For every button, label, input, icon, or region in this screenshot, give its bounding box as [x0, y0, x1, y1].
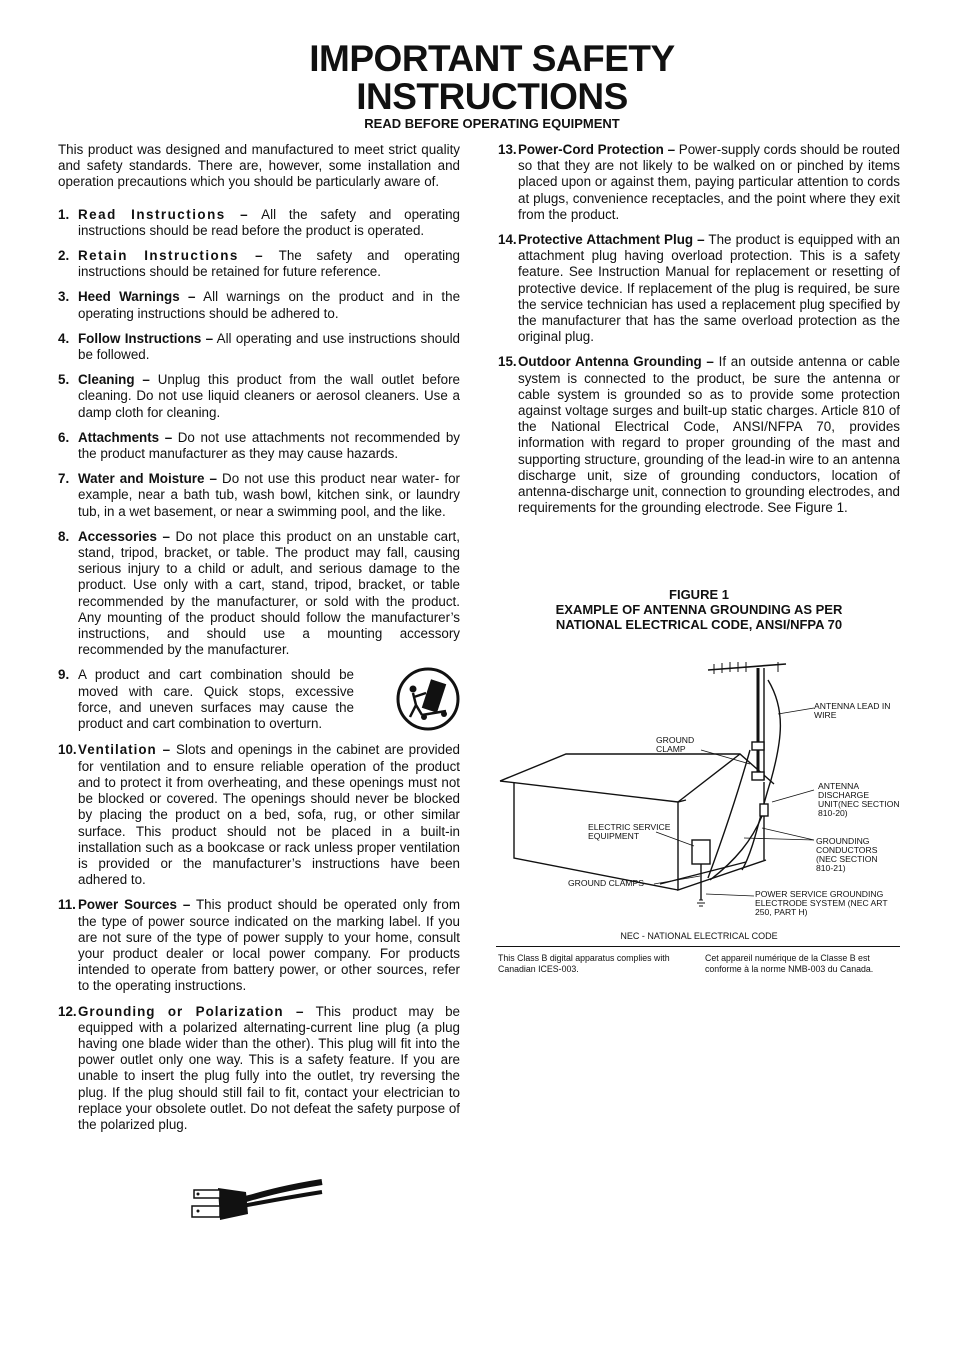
- item-text: A product and cart combination should be moved with care. Quick stops, excessive force, and uneven surfaces may cause the product and cart combination to overturn.: [78, 667, 354, 732]
- label-electric-service: ELECTRIC SERVICE EQUIPMENT: [588, 822, 671, 841]
- right-column: [498, 142, 900, 525]
- item-number: 12.: [58, 1003, 77, 1019]
- item-text: All warnings on the product and in the operating instructions should be adhered to.: [78, 289, 461, 321]
- item-text: Do not place this product on an unstable cart, stand, tripod, bracket, or table. The product may fall, causing serious injury to a child or adult, and serious damage to the product. Use only with a cart, stand, tripod, bracket, or table recommended by the manufacturer, or sold with the product. Any mounting of the product should follow the manufacturer’s instructions, and should use a mounting accessory recommended by the manufacturer.: [78, 528, 460, 658]
- item-title: Heed Warnings –: [78, 289, 196, 305]
- title-line-1: IMPORTANT SAFETY: [309, 38, 675, 79]
- label-power-service: POWER SERVICE GROUNDING ELECTRODE SYSTEM (NEC ART 250, PART H): [755, 889, 888, 917]
- item-text: Do not use attachments not recommended by the product manufacturer as they may cause hazards.: [78, 429, 460, 462]
- item-power-cord-protection: [498, 142, 900, 223]
- figure-title-line-3: NATIONAL ELECTRICAL CODE, ANSI/NFPA 70: [555, 617, 843, 632]
- item-number: 11.: [58, 897, 76, 913]
- cart-tipover-warning-icon: [396, 667, 460, 731]
- item-text: This product may be equipped with a polarized alternating-current line plug (a plug having one blade wider than the other). This plug will fit into the power outlet only one way. This is a safety feature. If you are unable to insert the plug fully into the outlet, try reversing the plug. If the plug should still fail to fit, contact your electrician to replace your obsolete outlet. Do not defeat the safety purpose of the polarized plug.: [78, 1003, 460, 1132]
- item-number: 15.: [498, 354, 517, 370]
- item-text: Do not use this product near water- for example, near a bath tub, wash bowl, kitchen sink, or laundry tub, in a wet basement, or near a swimming pool, and the like.: [78, 471, 461, 519]
- item-text: This product should be operated only from the type of power source indicated on the marking label. If you are not sure of the type of power supply to your home, consult your product dealer or local power company. For products intended to operate from battery power, or other sources, refer to the operating instructions.: [78, 897, 460, 994]
- item-text: All operating and use instructions should be followed.: [78, 330, 460, 363]
- item-title: Grounding or Polarization –: [78, 1003, 305, 1019]
- figure-title: [498, 587, 900, 632]
- item-title: Cleaning –: [78, 372, 150, 388]
- item-title: Outdoor Antenna Grounding –: [518, 354, 714, 370]
- item-title: Accessories –: [78, 528, 170, 544]
- item-protective-plug: [498, 232, 900, 345]
- item-heed-warnings: [58, 289, 460, 321]
- label-ground-clamp: GROUND CLAMP: [656, 735, 695, 754]
- item-number: 14.: [498, 232, 517, 248]
- label-grounding-conductors: GROUNDING CONDUCTORS (NEC SECTION 810-21): [816, 836, 878, 873]
- item-text: All the safety and operating instructions should be read before the product is operated.: [78, 206, 461, 238]
- item-outdoor-antenna: [498, 354, 900, 516]
- compliance-french: Cet appareil numérique de la Classe B est conforme à la norme NMB-003 du Canada.: [705, 953, 874, 974]
- item-cart: [58, 667, 460, 733]
- left-column: [58, 142, 460, 1142]
- item-grounding-polarization: [58, 1004, 460, 1134]
- item-follow-instructions: [58, 331, 460, 363]
- item-text: If an outside antenna or cable system is connected to the product, be sure the antenna or cable system is grounded so as to provide some protection against voltage surges and built-up static charges. Article 810 of the National Electrical Code, ANSI/NFPA 70, provides information with regard to proper grounding of the mast and supporting structure, grounding of the lead-in wire to an antenna discharge unit, size of grounding conductors, location of antenna-discharge unit, connection to grounding electrodes, and requirements for the grounding electrode. See Figure 1.: [518, 354, 900, 516]
- item-number: 6.: [58, 429, 70, 445]
- figure-title-line-2: EXAMPLE OF ANTENNA GROUNDING AS PER: [555, 602, 843, 617]
- item-attachments: [58, 430, 460, 462]
- item-title: Protective Attachment Plug –: [518, 232, 705, 248]
- label-antenna-lead: ANTENNA LEAD IN WIRE: [814, 701, 891, 720]
- compliance-english: This Class B digital apparatus complies with Canadian ICES-003.: [498, 953, 670, 974]
- item-ventilation: [58, 742, 460, 888]
- item-accessories: [58, 529, 460, 659]
- item-number: 8.: [58, 528, 70, 544]
- nec-note: NEC - NATIONAL ELECTRICAL CODE: [620, 931, 778, 941]
- label-ground-clamps: GROUND CLAMPS: [568, 878, 644, 888]
- item-number: 5.: [58, 372, 70, 388]
- item-text: The safety and operating instructions should be retained for future reference.: [78, 248, 460, 280]
- intro-paragraph: This product was designed and manufactured to meet strict quality and safety standards. There are, however, some installation and operation precautions which you should be particularly aware of.: [58, 142, 460, 190]
- item-retain-instructions: [58, 248, 460, 280]
- polarized-plug-illustration: [184, 1170, 324, 1234]
- item-cleaning: [58, 372, 460, 421]
- item-number: 1.: [58, 206, 70, 222]
- item-text: Unplug this product from the wall outlet before cleaning. Do not use liquid cleaners or aerosol cleaners. Use a damp cloth for cleaning.: [78, 372, 460, 420]
- title-line-2: INSTRUCTIONS: [356, 76, 628, 117]
- label-discharge-unit: ANTENNA DISCHARGE UNIT(NEC SECTION 810-20): [818, 781, 900, 818]
- item-title: Power-Cord Protection –: [518, 142, 676, 157]
- item-number: 10.: [58, 742, 77, 758]
- item-water-moisture: [58, 471, 460, 520]
- item-text: Power-supply cords should be routed so that they are not likely to be walked on or pinched by items placed upon or against them, paying particular attention to cords at plugs, convenience receptacles, and the point where they exit from the product.: [518, 142, 900, 222]
- item-title: Follow Instructions –: [78, 330, 214, 346]
- item-read-instructions: [58, 207, 460, 239]
- page-subtitle: READ BEFORE OPERATING EQUIPMENT: [364, 116, 620, 131]
- item-power-sources: [58, 897, 460, 994]
- divider: [496, 946, 900, 947]
- item-title: Water and Moisture –: [78, 471, 217, 487]
- figure-title-line-1: FIGURE 1: [669, 587, 729, 602]
- item-number: 13.: [498, 142, 517, 157]
- item-title: Retain Instructions –: [78, 248, 265, 264]
- item-number: 7.: [58, 471, 70, 487]
- item-text: The product is equipped with an attachment plug having overload protection. This is a safety feature. See Instruction Manual for replacement or resetting of protective device. If replacement of the plug is required, be sure the service technician has used a replacement plug specified by the manufacturer that has the same overload protection as the original plug.: [518, 232, 900, 345]
- item-title: Ventilation –: [78, 742, 172, 758]
- item-title: Power Sources –: [78, 897, 191, 913]
- item-title: Attachments –: [78, 429, 173, 445]
- antenna-grounding-figure: [496, 650, 902, 925]
- item-title: Read Instructions –: [78, 206, 250, 222]
- item-number: 9.: [58, 667, 70, 683]
- item-number: 4.: [58, 330, 70, 346]
- item-number: 3.: [58, 289, 70, 305]
- page-title: [0, 40, 954, 116]
- item-number: 2.: [58, 248, 70, 264]
- item-text: Slots and openings in the cabinet are provided for ventilation and to ensure reliable operation of the product and to protect it from overheating, and these openings must not be blocked or covered. The openings should never be blocked by placing the product on a bed, sofa, rug, or other similar surface. This product should not be placed in a built-in installation such as a bookcase or rack unless proper ventilation is provided or the manufacturer’s instructions have been adhered to.: [78, 742, 460, 888]
